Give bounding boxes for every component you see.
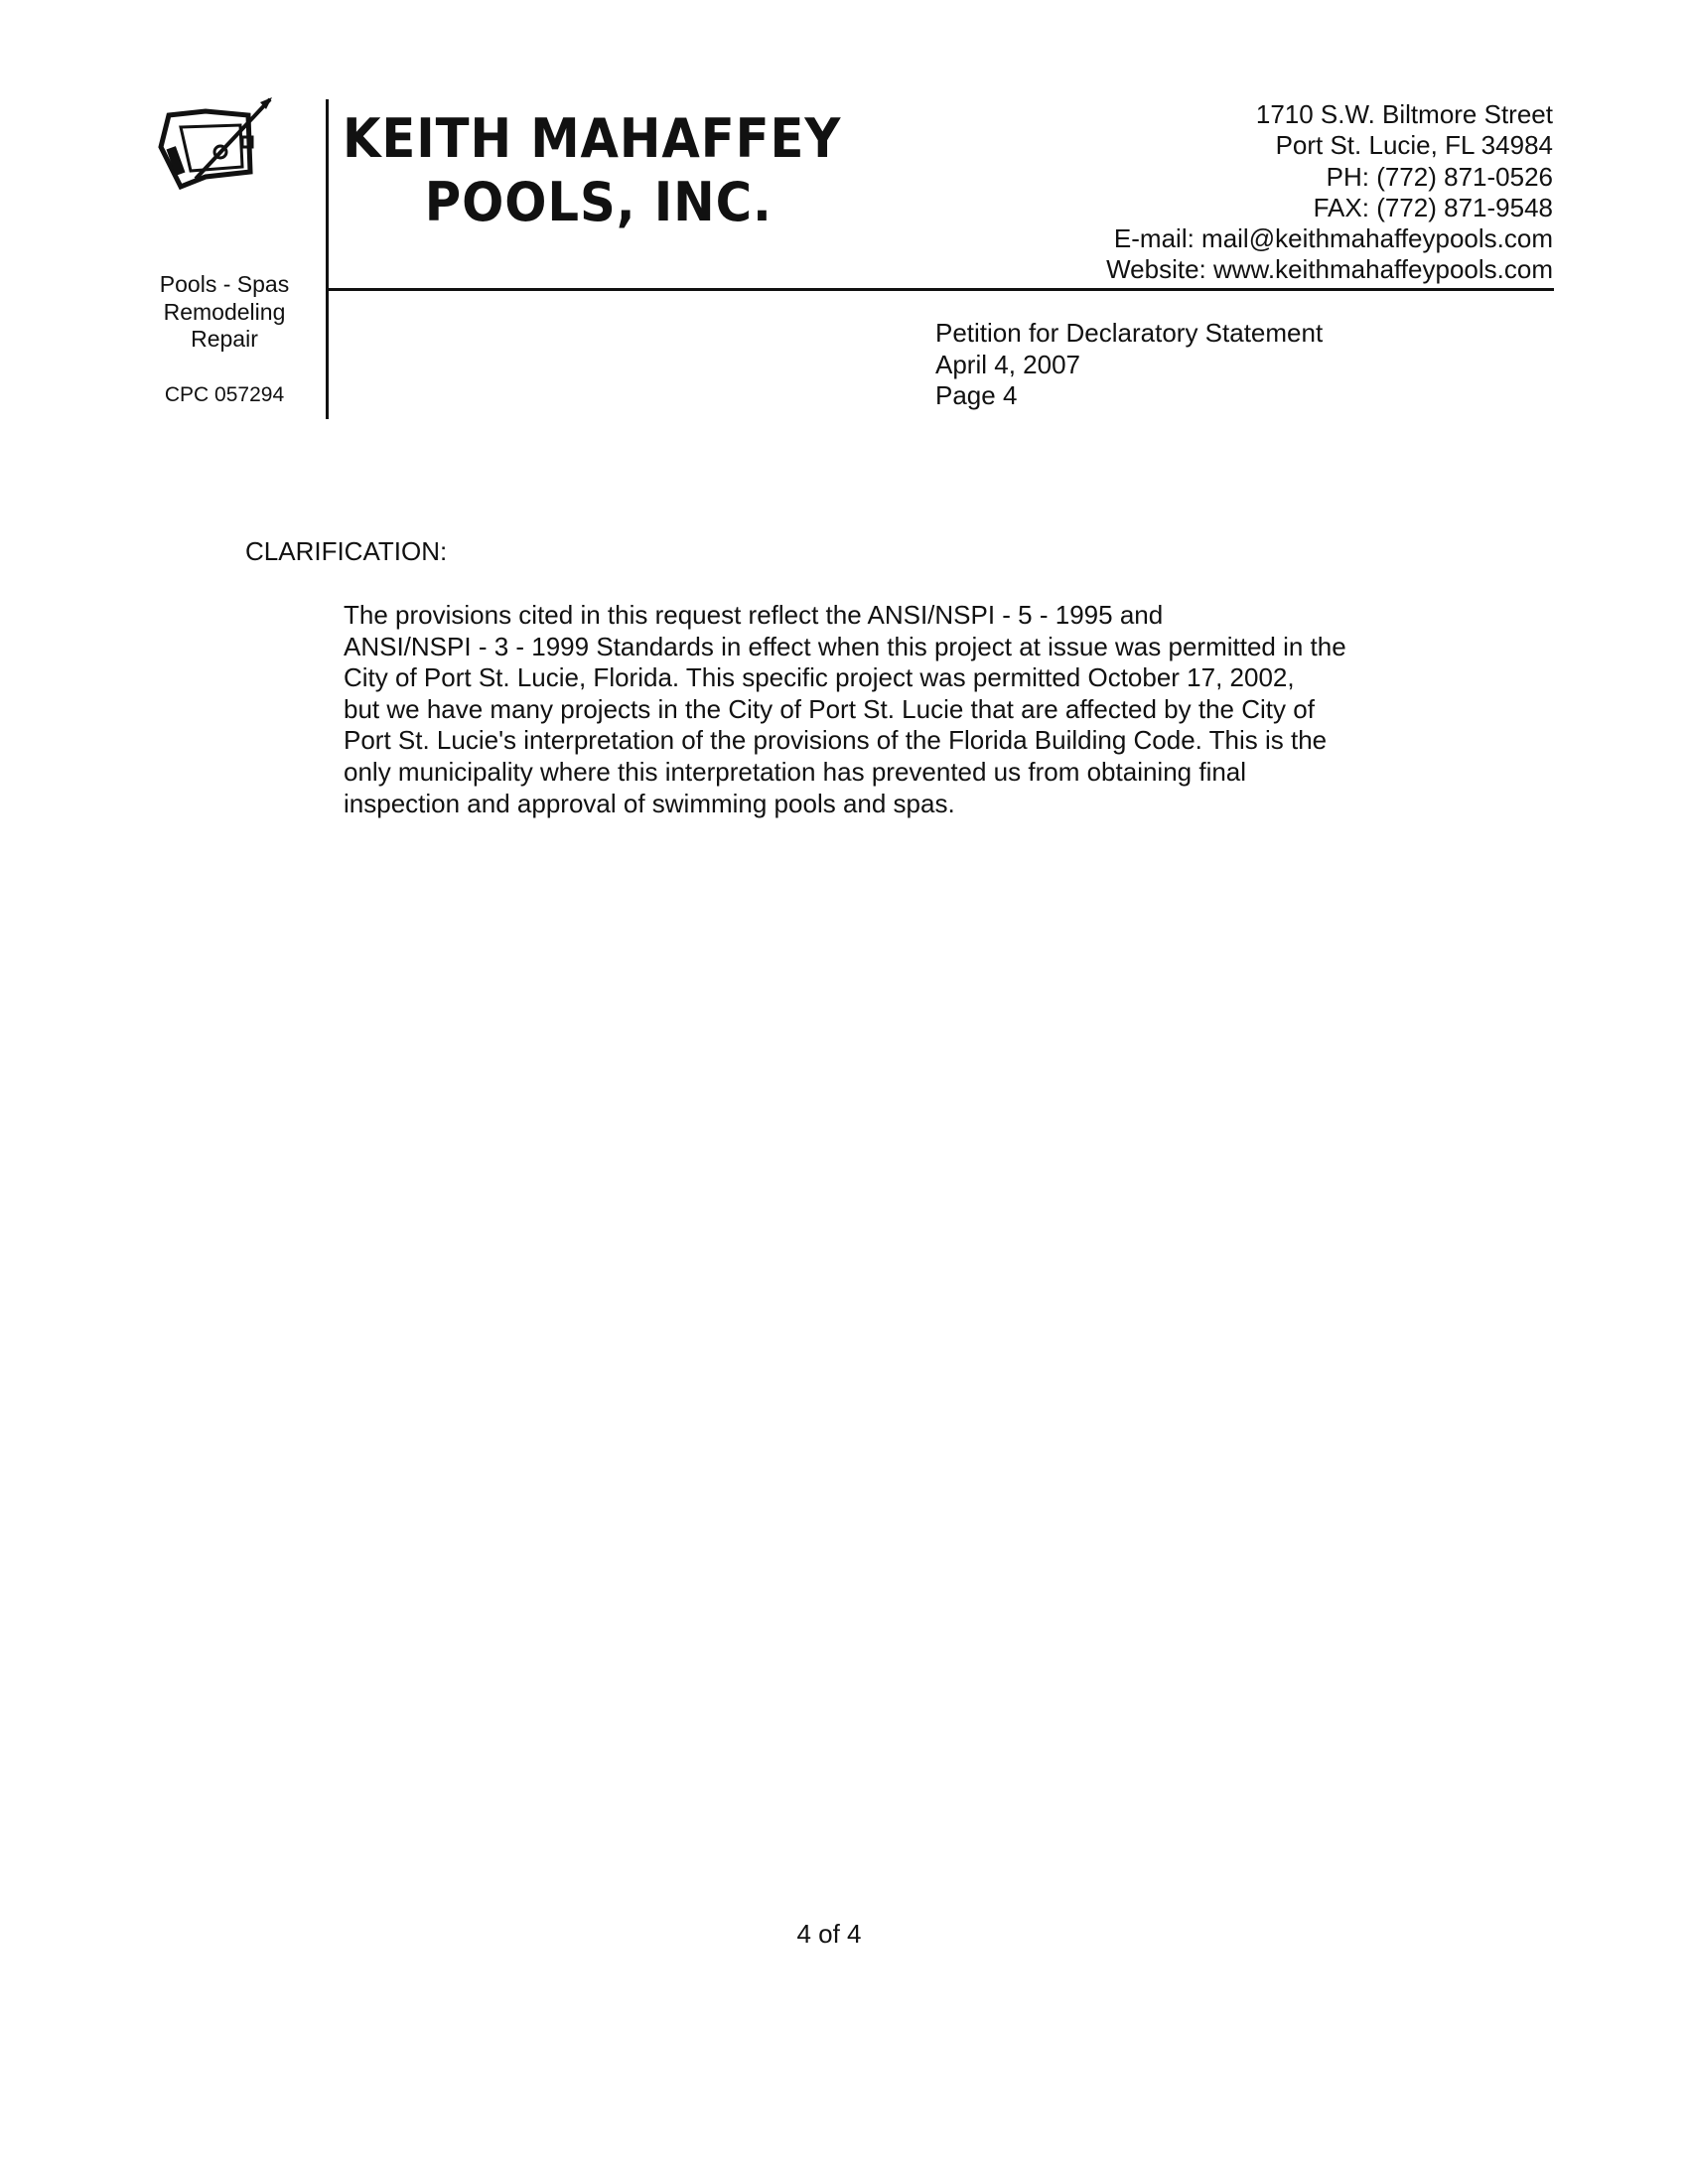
paragraph-line: The provisions cited in this request reflect the ANSI/NSPI - 5 - 1995 and: [344, 600, 1164, 630]
company-name-line2: POOLS, INC.: [424, 171, 773, 233]
letterhead-vertical-divider: [326, 99, 329, 419]
paragraph-line: only municipality where this interpretation has prevented us from obtaining final: [344, 756, 1247, 787]
document-reference: [935, 318, 1323, 412]
company-name-line1: KEITH MAHAFFEY: [343, 107, 842, 170]
paragraph-line: City of Port St. Lucie, Florida. This specific project was permitted October 17, 2002,: [344, 662, 1295, 693]
services-block: [139, 271, 310, 408]
city-state-zip: Port St. Lucie, FL 34984: [1275, 130, 1553, 161]
service-item: Remodeling: [163, 298, 286, 325]
paragraph-line: Port St. Lucie's interpretation of the provisions of the Florida Building Code. This is the: [344, 725, 1328, 756]
company-address-block: [1106, 99, 1553, 286]
license-number: CPC 057294: [164, 382, 285, 406]
page-count: 4 of 4: [796, 1919, 862, 1949]
reference-title: Petition for Declaratory Statement: [935, 318, 1324, 348]
pool-logo-icon: [151, 97, 300, 207]
reference-page: Page 4: [935, 380, 1018, 410]
street-address: 1710 S.W. Biltmore Street: [1255, 99, 1553, 129]
email-address: E-mail: mail@keithmahaffeypools.com: [1113, 223, 1553, 254]
letterhead-horizontal-divider: [327, 288, 1554, 291]
body-paragraph: [344, 600, 1485, 819]
phone-number: PH: (772) 871-0526: [1326, 161, 1553, 192]
section-heading: CLARIFICATION:: [245, 536, 448, 566]
reference-date: April 4, 2007: [935, 349, 1080, 379]
paragraph-line: inspection and approval of swimming pools and spas.: [344, 788, 955, 818]
service-item: Repair: [191, 326, 258, 352]
fax-number: FAX: (772) 871-9548: [1313, 192, 1553, 222]
paragraph-line: but we have many projects in the City of Port St. Lucie that are affected by the City of: [344, 693, 1315, 724]
company-name: [343, 107, 841, 234]
service-item: Pools - Spas: [159, 271, 290, 297]
paragraph-line: ANSI/NSPI - 3 - 1999 Standards in effect when this project at issue was permitted in the: [344, 631, 1346, 661]
website: Website: www.keithmahaffeypools.com: [1106, 254, 1553, 285]
